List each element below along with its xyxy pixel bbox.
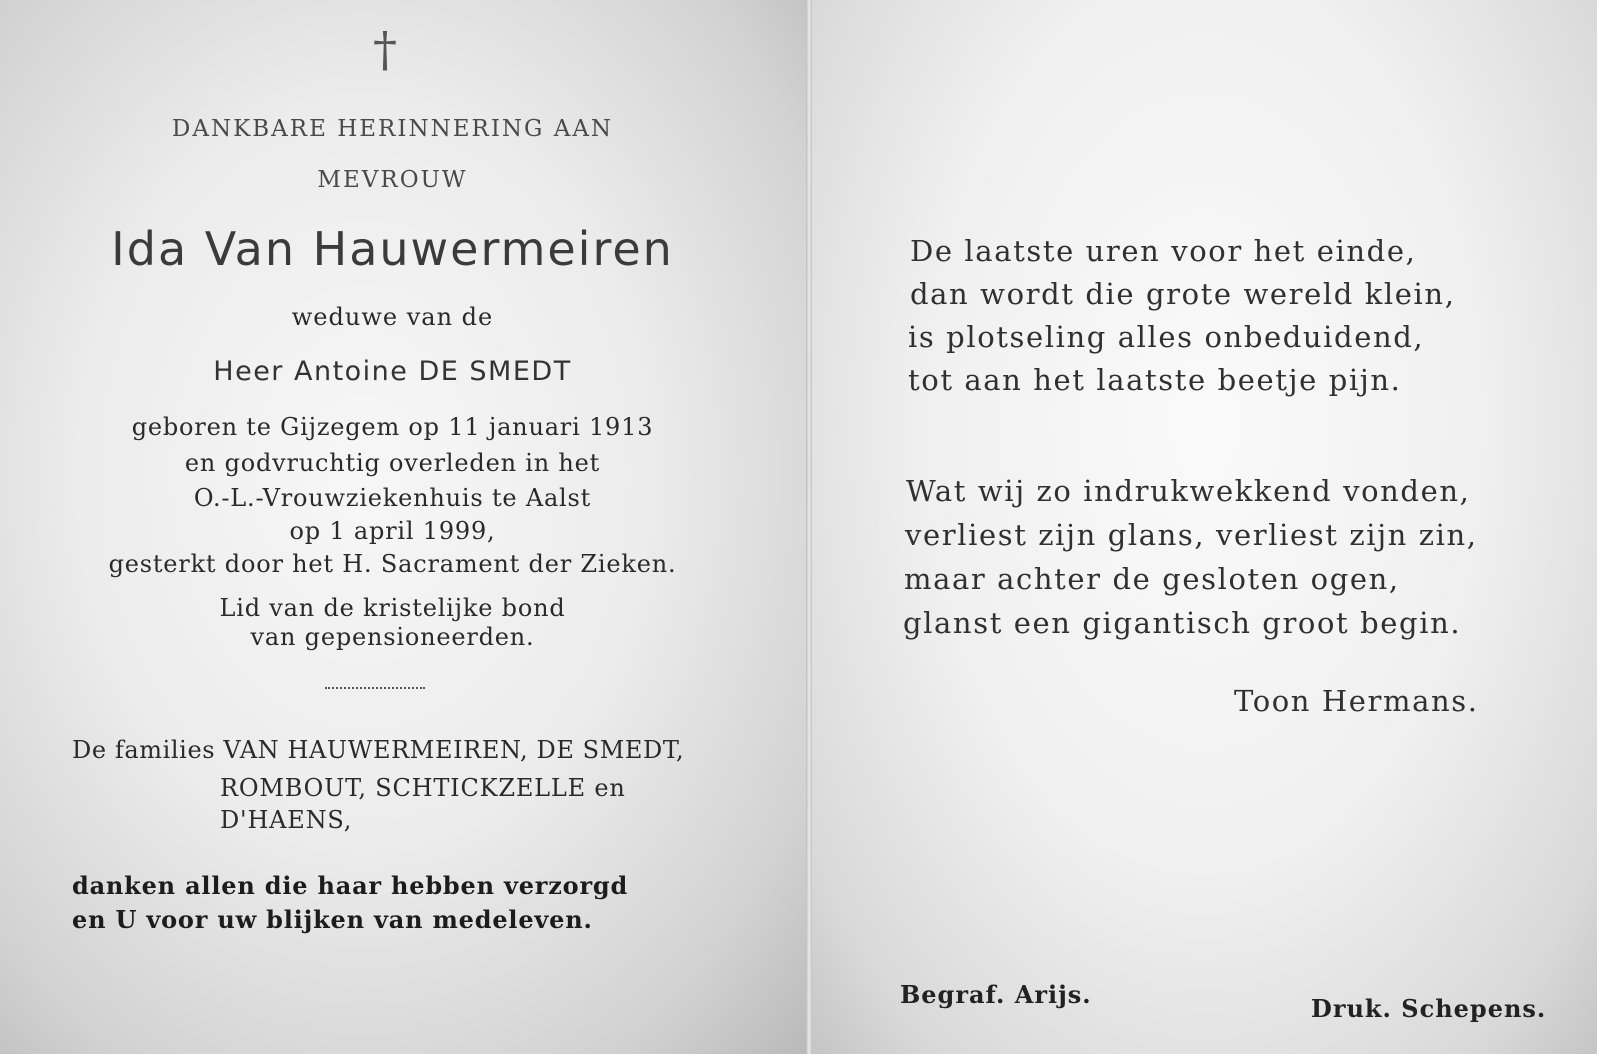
husband-name: Heer Antoine DE SMEDT: [213, 356, 572, 387]
poem-stanza1-line-4: tot aan het laatste beetje pijn.: [908, 363, 1402, 397]
bio-line-5: gesterkt door het H. Sacrament der Zieken.: [108, 550, 677, 578]
member-line-1: Lid van de kristelijke bond: [219, 594, 566, 622]
poem-stanza1-line-1: De laatste uren voor het einde,: [910, 234, 1417, 268]
bio-line-1: geboren te Gijzegem op 11 januari 1913: [131, 413, 654, 441]
families-line-1: De families VAN HAUWERMEIREN, DE SMEDT,: [72, 736, 685, 764]
deceased-name: Ida Van Hauwermeiren: [111, 222, 674, 276]
families-line-2: ROMBOUT, SCHTICKZELLE en: [220, 774, 626, 802]
widow-of-line: weduwe van de: [291, 303, 494, 331]
poem-author: Toon Hermans.: [1234, 684, 1479, 718]
bio-line-2: en godvruchtig overleden in het: [184, 449, 601, 477]
bio-line-3: O.-L.-Vrouwziekenhuis te Aalst: [193, 484, 592, 512]
thanks-line-1: danken allen die haar hebben verzorgd: [72, 871, 629, 900]
right-panel: [812, 0, 1597, 1054]
poem-stanza2-line-2: verliest zijn glans, verliest zijn zin,: [905, 518, 1478, 552]
heading-line-1: DANKBARE HERINNERING AAN: [171, 116, 614, 142]
poem-stanza1-line-3: is plotseling alles onbeduidend,: [908, 320, 1425, 354]
bio-line-4: op 1 april 1999,: [289, 517, 496, 545]
poem-stanza2-line-4: glanst een gigantisch groot begin.: [903, 606, 1462, 640]
poem-stanza2-line-3: maar achter de gesloten ogen,: [904, 562, 1400, 596]
undertaker-credit: Begraf. Arijs.: [900, 980, 1092, 1009]
printer-credit: Druk. Schepens.: [1311, 994, 1547, 1023]
heading-line-2: MEVROUW: [317, 167, 468, 193]
thanks-line-2: en U voor uw blijken van medeleven.: [72, 905, 593, 934]
member-line-2: van gepensioneerden.: [250, 623, 535, 651]
cross-symbol: †: [373, 22, 397, 78]
poem-stanza2-line-1: Wat wij zo indrukwekkend vonden,: [906, 474, 1471, 508]
families-line-3: D'HAENS,: [220, 806, 353, 834]
poem-stanza1-line-2: dan wordt die grote wereld klein,: [910, 277, 1456, 311]
section-divider: [325, 687, 425, 689]
